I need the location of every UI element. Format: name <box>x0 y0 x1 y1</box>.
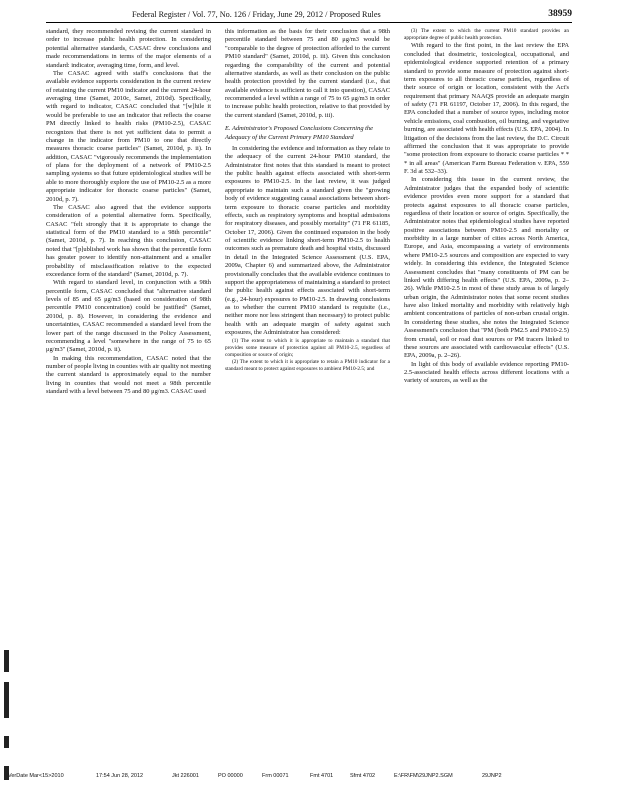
list-item: (2) The extent to which it is appropriate to retain a PM10 indicator for a standard meant to protect against exposures to ambient PM10-2.5; and <box>225 359 390 373</box>
footer-path: E:\FR\FM\29JNP2.SGM <box>394 773 453 779</box>
paragraph: The CASAC agreed with staff's conclusions that the available evidence supports consideration in the current review of retaining the current PM10 indicator and the current 24-hour averaging time (Samet, 2010c, Samet, 2010d). Specifically, with regard to indicator, CASAC concluded that "[w]hile it would be preferable to use an indicator that reflects the coarse PM directly linked to health risks (PM10-2.5), CASAC recognizes that there is not yet sufficient data to permit a change in the indicator from PM10 to one that directly measures thoracic coarse particles" (Samet, 2010d, p. ii). In addition, CASAC "vigorously recommends the implementation of plans for the deployment of a network of PM10-2.5 sampling systems so that future epidemiological studies will be able to more thoroughly explore the use of PM10-2.5 as a more appropriate indicator for thoracic coarse particles" (Samet, 2010d, p. 7). <box>46 69 211 203</box>
page-number: 38959 <box>548 9 572 19</box>
footer-date-code: 29JNP2 <box>482 773 502 779</box>
paragraph: With regard to the first point, in the last review the EPA concluded that dosimetric, toxicological, occupational, and epidemiological evidence supported retention of a primary standard to provide some measure of protection against short-term exposures to all thoracic coarse particles, regardless of their source of origin or location, consistent with the Act's requirement that primary NAAQS provide an adequate margin of safety (71 FR 61197, October 17, 2006). In this regard, the EPA concluded that a number of source types, including motor vehicle emissions, coal combustion, oil burning, and vegetative burning, are associated with health effects (U.S. EPA, 2004). In litigation of the decisions from the last review, the D.C. Circuit affirmed the conclusion that it was appropriate to provide "some protection from exposure to thoracic coarse particles * * * in all areas" (American Farm Bureau Federation v. EPA, 559 F. 3d at 532–33). <box>404 42 569 176</box>
section-heading: E. Administrator's Proposed Conclusions Concerning the Adequacy of the Current Primary PM10 Standard <box>225 125 374 141</box>
paragraph: In considering this issue in the current review, the Administrator judges that the expanded body of scientific evidence provides even more support for a standard that protects against exposures to all thoracic coarse particles, regardless of their location or source of origin. Specifically, the Administrator notes that epidemiological studies have reported positive associations between PM10-2.5 and mortality or morbidity in a large number of cities across North America, Europe, and Asia, encompassing a variety of environments where PM10-2.5 sources and composition are expected to vary widely. In considering this evidence, the Integrated Science Assessment concludes that "many constituents of PM can be linked with differing health effects" (U.S. EPA, 2009a, p. 2–26). While PM10-2.5 in most of these study areas is of largely urban origin, the Administrator notes that some recent studies have also linked mortality and morbidity with relatively high ambient concentrations of particles of non-urban crustal origin. In considering these studies, she notes the Integrated Science Assessment's conclusion that "PM (both PM2.5 and PM10-2.5) from crustal, soil or road dust sources or PM tracers linked to these sources are associated with cardiovascular effects" (U.S. EPA, 2009a, p. 2–26). <box>404 176 569 360</box>
page-header <box>46 7 570 27</box>
footer-frm: Frm 00071 <box>262 773 289 779</box>
column-3 <box>404 28 569 386</box>
margin-mark <box>4 736 9 748</box>
header-citation: Federal Register / Vol. 77, No. 126 / Friday, June 29, 2012 / Proposed Rules <box>132 10 381 19</box>
column-1 <box>46 28 211 397</box>
margin-marks <box>4 560 12 800</box>
footer-sfmt: Sfmt 4702 <box>350 773 376 779</box>
margin-mark <box>4 682 9 718</box>
paragraph: standard, they recommended revising the current standard in order to increase public health protection. In considering potential alternative standards, CASAC drew conclusions and made recommendations in terms of the major elements of a standard: indicator, averaging time, form, and level. <box>46 28 211 69</box>
footer-fmt: Fmt 4701 <box>310 773 334 779</box>
footer-time: 17:54 Jun 28, 2012 <box>96 773 144 779</box>
paragraph: this information as the basis for their conclusion that a 98th percentile standard between 75 and 80 μg/m3 would be "comparable to the degree of protection afforded to the current PM10 standard" (Samet, 2010d, p. iii). Given this conclusion regarding the comparability of the current and potential alternative standards, as well as their conclusion on the public health protection provided by the current standard (i.e., that available evidence is sufficient to call it into question), CASAC recommended a level within a range of 75 to 65 μg/m3 in order to increase public health protection, relative to that provided by the current standard (Samet, 2010d, p. iii). <box>225 28 390 119</box>
paragraph: In light of this body of available evidence reporting PM10-2.5-associated health effects across different locations with a variety of sources, as well as the <box>404 360 569 385</box>
list-item: (3) The extent to which the current PM10 standard provides an appropriate degree of public health protection. <box>404 28 569 42</box>
footer-jkt: Jkt 226001 <box>172 773 199 779</box>
paragraph: In making this recommendation, CASAC noted that the number of people living in counties with air quality not meeting the current standard is approximately equal to the number living in counties that would not meet a 98th percentile standard with a level between 75 and 80 μg/m3. CASAC used <box>46 354 211 396</box>
footer-po: PO 00000 <box>218 773 243 779</box>
page-footer <box>0 773 618 785</box>
paragraph: In considering the evidence and information as they relate to the adequacy of the current 24-hour PM10 standard, the Administrator first notes that this standard is meant to protect the public health against effects associated with short-term exposures to PM10-2.5. In the last review, it was judged appropriate to maintain such a standard given the "growing body of evidence suggesting causal associations between short-term exposure to thoracic coarse particles and morbidity effects, such as respiratory symptoms and hospital admissions for respiratory diseases, and possibly mortality" (71 FR 61185, October 17, 2006). Given the continued expansion in the body of scientific evidence linking short-term PM10-2.5 to health outcomes such as premature death and hospital visits, discussed in detail in the Integrated Science Assessment (U.S. EPA, 2009a, Chapter 6) and summarized above, the Administrator provisionally concludes that the available evidence continues to support the appropriateness of maintaining a standard to protect the public health against effects associated with short-term (e.g., 24-hour) exposures to PM10-2.5. In drawing conclusions as to whether the current PM10 standard is requisite (i.e., neither more nor less stringent than necessary) to protect public health with an adequate margin of safety against such exposures, the Administrator has considered: <box>225 144 390 337</box>
margin-mark <box>4 650 9 672</box>
header-rule <box>46 22 572 23</box>
paragraph: The CASAC also agreed that the evidence supports consideration of a potential alternative form. Specifically, CASAC "felt strongly that it is appropriate to change the statistical form of the PM10 standard to a 98th percentile" (Samet, 2010d, p. 7). In reaching this conclusion, CASAC noted that "[p]ublished work has shown that the percentile form has greater power to identify non-attainment and a smaller probability of misclassification relative to the expected exceedance form of the standard" (Samet, 2010d, p. 7). <box>46 203 211 278</box>
paragraph: With regard to standard level, in conjunction with a 98th percentile form, CASAC concluded that "alternative standard levels of 85 and 65 μg/m3 (based on consideration of 98th percentile PM10 concentration) could be justified" (Samet, 2010d, p. 8). However, in considering the evidence and uncertainties, CASAC recommended a standard level from the lower part of the range discussed in the Policy Assessment, recommending a level "somewhere in the range of 75 to 65 μg/m3" (Samet, 2010d, p. ii). <box>46 279 211 354</box>
footer-verdate: VerDate Mar<15>2010 <box>8 773 64 779</box>
column-2 <box>225 28 390 374</box>
list-item: (1) The extent to which it is appropriate to maintain a standard that provides some measure of protection against all PM10-2.5, regardless of composition or source of origin; <box>225 337 390 358</box>
